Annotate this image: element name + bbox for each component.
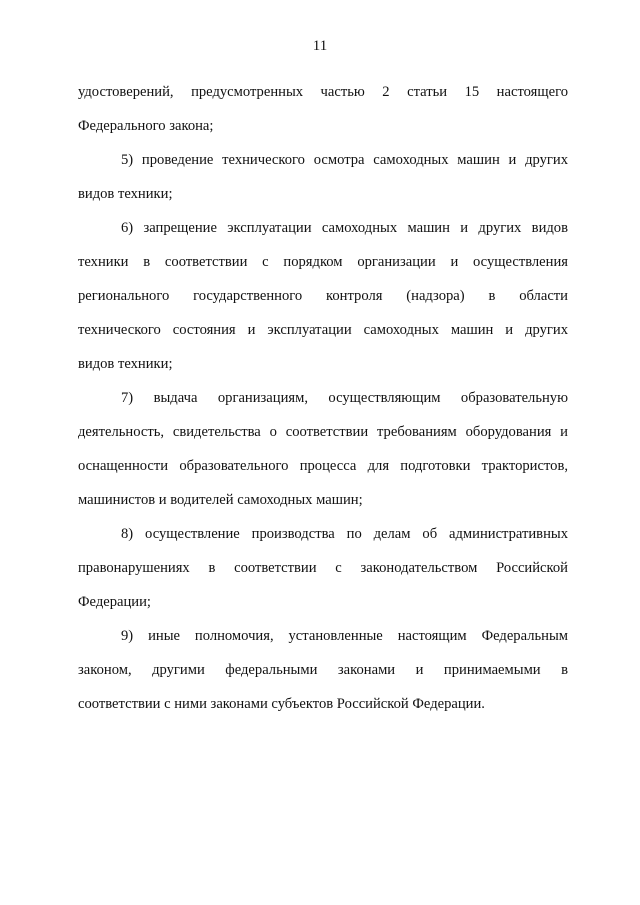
paragraph-item-7 [78, 381, 568, 517]
text-line: 5) проведение технического осмотра самоходных машин и других [121, 152, 568, 168]
document-body [78, 75, 568, 721]
text-line: соответствии с ними законами субъектов Российской Федерации. [78, 696, 485, 712]
text-line: видов техники; [78, 186, 173, 202]
text-line: 7) выдача организациям, осуществляющим образовательную [121, 390, 568, 406]
text-line: 9) иные полномочия, установленные настоящим Федеральным [121, 628, 568, 644]
page-number: 11 [312, 38, 328, 54]
paragraph-item-8 [78, 517, 568, 619]
paragraph-item-6 [78, 211, 568, 381]
text-line: 6) запрещение эксплуатации самоходных машин и других видов [121, 220, 568, 236]
text-line: деятельность, свидетельства о соответствии требованиям оборудования и [78, 424, 568, 440]
text-line: регионального государственного контроля (надзора) в области [78, 288, 568, 304]
text-line: удостоверений, предусмотренных частью 2 статьи 15 настоящего [78, 84, 568, 100]
text-line: правонарушениях в соответствии с законодательством Российской [78, 560, 568, 576]
text-line: технического состояния и эксплуатации самоходных машин и других [78, 322, 568, 338]
paragraph-item-5 [78, 143, 568, 211]
paragraph-item-9 [78, 619, 568, 721]
text-line: техники в соответствии с порядком организации и осуществления [78, 254, 568, 270]
text-line: законом, другими федеральными законами и принимаемыми в [78, 662, 568, 678]
text-line: оснащенности образовательного процесса для подготовки трактористов, [78, 458, 568, 474]
text-line: машинистов и водителей самоходных машин; [78, 492, 363, 508]
text-line: Федерации; [78, 594, 151, 610]
text-line: Федерального закона; [78, 118, 214, 134]
paragraph-continuation [78, 75, 568, 143]
text-line: 8) осуществление производства по делам об административных [121, 526, 568, 542]
text-line: видов техники; [78, 356, 173, 372]
